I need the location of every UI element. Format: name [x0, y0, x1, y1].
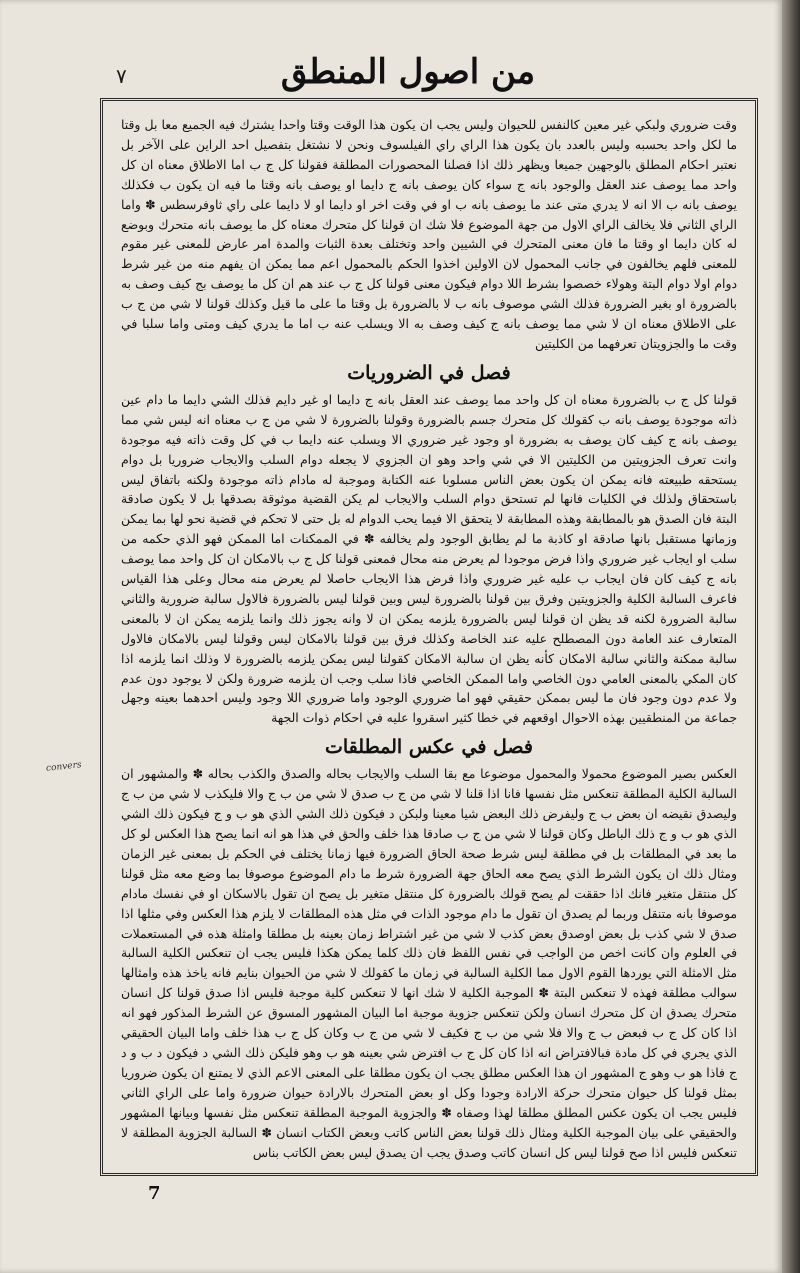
handwritten-margin-note: convers: [45, 760, 83, 774]
text-frame: [100, 98, 758, 1176]
section-heading-conversion: فصل في عكس المطلقات: [325, 736, 533, 759]
section-text-conversion: [121, 764, 737, 1162]
page-number-top: ٧: [116, 64, 127, 88]
section-text-necessary: [121, 390, 737, 728]
intro-paragraph: وقت ضروري ولبكي غير معين كالنفس للحيوان وليس يجب ان يكون هذا الوقت وقتا واحدا يشترك فيه الجميع معا بل وقتا ما لكل واحد بحسبه وليس بالعدد بان يكون هذا الراي راي الفيلسوف ونحن لا نشتغل بتفصيل احد الراين على الآخر بل نعتبر احكام المطلق بالوجهين جميعا ويظهر ذلك اذا فصلنا المحصورات المطلقة فقولنا كل ج ب اما الاطلاق معناه ان كل واحد مما يوصف عند العقل والوجود بانه ج سواء كان يوصف بانه ج دايما او يوصف بانه وقتا ما فيه ان يكون ب فكذلك يوصف بانه ب الا انه لا يدري متى عند ما يوصف بانه ب او في وقت اخر او دايما او لا دايما على راي ثاوفرسطس ✽ واما الراي الثاني فلا يخالف الراي الاول من جهة الموضوع فلا شك ان قولنا كل متحرك معناه كل ما يوصف بانه متحرك وبوضع له كان دايما او وقتا ما فان معنى المتحرك في الشيين واحد وتختلف بعدة الثبات والمدة امر عارض للمعنى غير مقوم للمعنى فلهم يخالفون في جانب المحمول لان الاولين اخذوا الحكم بالمحمول اعم مما يمكن ان يفهم منه من غير شرط دوام اولا دوام البتة وهولاء خصصوا بشرط اللا دوام فيكون معنى قولنا كل ج ب عند هم ان كل ما يوصف بج كيف وصف به بالضرورة او بغير الضرورة فذلك الشي موصوف بانه ب لا بالضرورة بل وقتا ما على ما قيل وكذلك قولنا لا شي من ج ب على الاطلاق معناه ان لا شي مما يوصف بانه ج كيف وصف به الا ويسلب عنه ب اما ما يدري كيف ومتى واما سلبا في وقت ما والجزويتان تعرفهما من الكليتين: [121, 117, 737, 351]
section-heading-necessary: فصل في الضروريات: [347, 361, 511, 384]
page-header: [78, 52, 738, 92]
intro-text: [121, 115, 737, 354]
page-number-bottom: 7: [148, 1183, 161, 1204]
section-paragraph: قولنا كل ج ب بالضرورة معناه ان كل واحد مما يوصف عند العقل بانه ج دايما او غير دايم فذلك الشي دايما ما دام عين ذاته موجودة يوصف بانه ب كقولك كل متحرك جسم بالضرورة وقولنا بالضرورة لا شي من ج ب معناه انه ليس شي مما يوصف بانه ج كيف كان يوصف به بضرورة او وجود غير ضروري الا ويسلب عنه دايما ب في كل وقت ذاته فيه موجودة وانت تعرف الجزويتين من الكليتين الا في شي واحد وهو ان الجزوي لا يجعله دوام السلب والايجاب ضروريا بل دوام يستحقه طبيعته فانه يمكن ان يكون بعض الناس مسلوبا عنه الكتابة وموجبة له مادام ذاته موجودة ولكنه باتفاق ليس باستحقاق ولذلك في الكليات فانها لم تستحق دوام السلب والايجاب لم يكن القضية موثوقة بصدقها بل لا يكون صادقة البتة فان الصدق هو بالمطابقة وهذه المطابقة لا يتحقق الا فيما يحب الدوام له بل حتى لا تحكم في قضية نحو لها بما يمكن وزمانها مستقبل بانها صادقة او كاذبة ما لم يطابق الوجود ولم يخالفه ✽ في الممكنات اما الممكن فهو الذي حكمه من سلب او ايجاب غير ضروري واذا فرض موجودا لم يعرض منه محال فمعنى قولنا كل ج ب بالامكان ان كل واحد مما يوصف بانه ج كيف كان فان ايجاب ب عليه غير ضروري واذا فرض هذا الايجاب حاصلا لم يعرض منه محال وعلى هذا القياس فاعرف السالبة الكلية والجزويتين وفرق بين قولنا بالضرورة ليس وبين قولنا ليس بالضرورة فالاول سالبة ضرورية والثاني سالبة الضرورة لكنه قد يظن ان قولنا ليس بالضرورة يلزمه يمكن ان لا وانه يجوز ذلك وانما يلزمه يمكن ان لا بالمعنى المتعارف عند العامة دون المصطلح عليه عند الخاصة وكذلك فرق بين قولنا بالامكان ليس وقولنا ليس بالامكان فالاول سالبة ممكنة والثاني سالبة الامكان كأنه يظن ان سالبة الامكان كقولنا ليس يمكن يلزمه بالضرورة لا وذلك انما يلزمه اذا كان المكي بالمعنى العامي دون الخاصي واما الممكن الخاصي فاذا سلب وجب ان يلزمه ضرورة ولكن لا يوجود دون عدم ولا عدم دون وجود فان ما ليس بممكن حقيقي فهو اما ضروري الوجود واما ضروري اللا وجود وليس احدهما بعينه وجهل جماعة من المنطقيين بهذه الاحوال اوقعهم في خطا كثير اسقروا عليه في احكام ذوات الجهة: [121, 391, 737, 726]
page-title: من اصول المنطق: [280, 52, 536, 92]
book-spine-edge: [782, 0, 800, 1273]
section-paragraph: العكس بصير الموضوع محمولا والمحمول موضوعا مع بقا السلب والايجاب بحاله والصدق والكذب بحاله ✽ والمشهور ان السالبة الكلية المطلقة تنعكس مثل نفسها فانا اذا قلنا لا شي من ج ب صدق لا شي من ب ج والا فليكذب لا شي من ب ج وليصدق نقيضه ان بعض ب ج وليفرض ذلك البعض شيا معينا ولبكن د فيكون ذلك الشي الذي هو ب و ج فيكون ذلك الشي الذي هو ب و ج ذلك الباطل وكان قولنا لا شي من ج ب صادقا هذا خلف والحق في هذا هو انه انما يصح هذا العكس لو كل ما بعد في المطلقات بل في مطلقة ليس شرط صحة الحاق الضرورة فيها زمانا يختلف في الحكم بل بمعنى غير الزمان ومثال ذلك ان يكون الشرط الذي يصح معه الحاق جهة الضرورة شرط ما دام الموضوع موصوفا بما وضع معه مثل قولنا كل منتقل متغير فانك اذا حققت لم يصح قولك بالضرورة كل منتقل متغير بل يصح ان تقول بالاسكان او في نفسك مادام موصوفا بانه متنقل وربما لم يصدق ان تقول ما دام موجود الذات في مثل هذه المطلقات لا يلزم هذا العكس وفي مثلها اذا صدق لا شي كذب بل بعض اوصدق بعض كذب لا شي من غير اشتراط زمان بعينه بل مطلقا وامثلة هذه في المستعملات في العلوم وان كانت اخص من الواجب في نفس اللفظ فان ذلك كلما يمكن هكذا فليس يجب ان تنعكس الكلية السالبة مثل الامثلة التي يوردها القوم الاول مما الكلية السالبة في زمان ما كقولك لا شي من الحيوان بنايم فانه ياخذ هذه وامثالها سوالب مطلقة فهذه لا تنعكس البتة ✽ الموجبة الكلية لا شك انها لا تنعكس كلية موجبة فليس اذا صدق قولنا كل انسان متحرك يصدق ان كل متحرك انسان ولكن تنعكس جزوية موجبة اما البيان المشهور المسوق عن الشرط المذكور فهو انه اذا كان كل ج ب فبعض ب ج والا فلا شي من ب ج فكيف لا شي من ج ب وكان كل ج ب هذا خلف واما البيان الحقيقي الذي يجري في كل مادة فبالافتراض انه اذا كان كل ج ب افترض شي بعينه هو ب وهو فليكن ذلك الشي د فيكون د ب و د ج فاذا هو ب وهو ج المشهور ان هذا العكس مطلق يجب ان يكون مطلقا على المعنى الاعم الذي لا يمتنع ان يكون ضروريا بمثل قولنا كل حيوان متحرك حركة الارادة وجودا وكل او بعض المتحرك بالارادة حيوان ضرورة واما على الراي الثاني فليس يجب ان يكون عكس المطلق مطلقا لهذا وصفاه ✽ والجزوية الموجبة المطلقة تنعكس مثل نفسها وبيانها المشهور والحقيقي على بيان الموجبة الكلية ومثال ذلك قولنا بعض الناس كاتب وبعض الكتاب انسان ✽ السالبة الجزوية المطلقة لا تنعكس فليس اذا صح قولنا ليس كل انسان كاتب وصدق يجب ان يصدق ليس بعض الكاتب بناس: [121, 766, 737, 1160]
